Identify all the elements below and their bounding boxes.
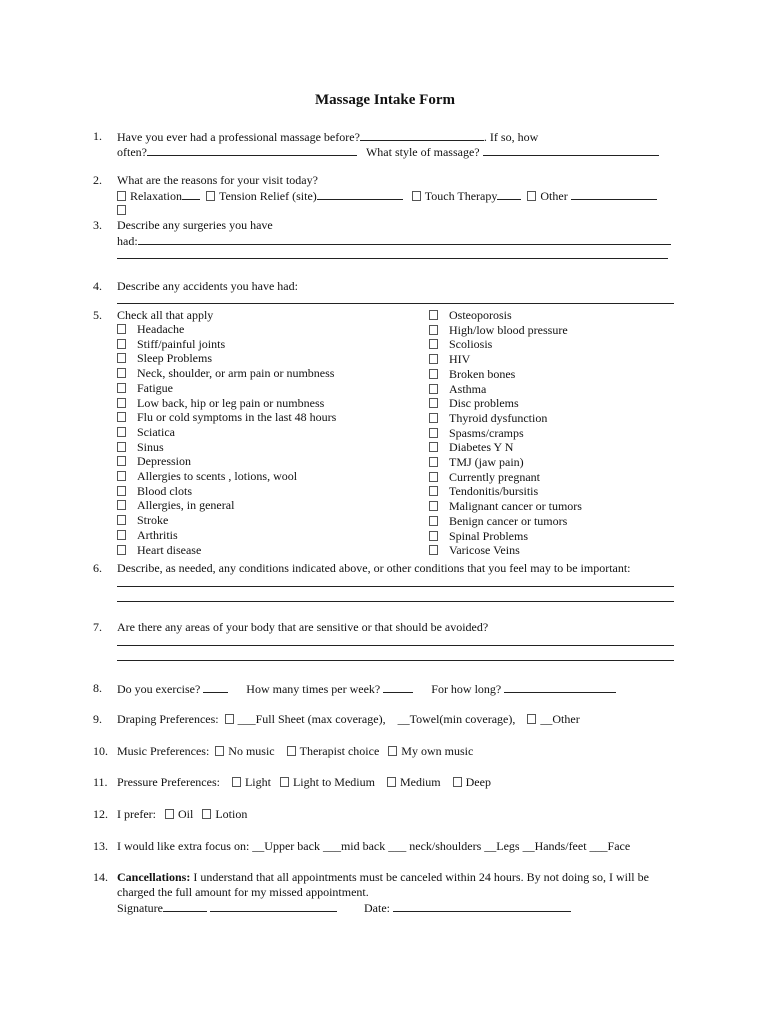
condition-label: Tendonitis/bursitis	[449, 484, 539, 499]
condition-label: Heart disease	[137, 542, 202, 557]
question-10	[117, 744, 674, 759]
deep-checkbox[interactable]	[453, 777, 462, 787]
condition-item[interactable]	[117, 322, 184, 337]
question-number: 5.	[93, 308, 102, 322]
question-12	[117, 807, 674, 822]
condition-checkbox[interactable]	[117, 471, 126, 481]
condition-checkbox[interactable]	[117, 530, 126, 540]
condition-checkbox[interactable]	[117, 442, 126, 452]
draping-other-label: __Other	[540, 712, 580, 726]
pressure-label: Pressure Preferences:	[117, 775, 220, 789]
condition-checkbox[interactable]	[429, 354, 438, 364]
question-13-text: I would like extra focus on: __Upper back ___mid back ___ neck/shoulders __Legs __Hands/feet ___Face	[117, 839, 631, 853]
own-music-label: My own music	[401, 744, 474, 758]
condition-item[interactable]	[429, 455, 524, 470]
condition-checkbox[interactable]	[117, 383, 126, 393]
date-label: Date:	[364, 901, 390, 915]
accidents-line[interactable]	[117, 303, 674, 304]
question-4-text: Describe any accidents you have had:	[117, 279, 298, 293]
condition-item[interactable]	[429, 484, 538, 499]
condition-checkbox[interactable]	[117, 515, 126, 525]
condition-checkbox[interactable]	[117, 427, 126, 437]
medium-checkbox[interactable]	[387, 777, 396, 787]
oil-label: Oil	[177, 807, 194, 821]
deep-label: Deep	[465, 775, 491, 789]
condition-item[interactable]	[429, 426, 524, 441]
relaxation-field[interactable]	[182, 188, 200, 200]
extra-checkbox[interactable]	[117, 205, 126, 215]
draping-other-checkbox[interactable]	[527, 714, 536, 724]
condition-checkbox[interactable]	[429, 442, 438, 452]
condition-item[interactable]	[117, 469, 297, 484]
lotion-label: Lotion	[215, 807, 248, 821]
condition-label: TMJ (jaw pain)	[449, 455, 524, 469]
condition-checkbox[interactable]	[117, 324, 126, 334]
condition-label: Neck, shoulder, or arm pain or numbness	[137, 366, 335, 381]
prefer-label: I prefer:	[117, 807, 156, 821]
how-long-label: For how long?	[431, 682, 502, 696]
conditions-line-1[interactable]	[117, 586, 674, 587]
touch-therapy-label: Touch Therapy	[424, 189, 498, 203]
condition-label: Spinal Problems	[449, 528, 529, 543]
condition-item[interactable]	[429, 411, 547, 426]
condition-label: Spasms/cramps	[449, 425, 524, 440]
question-3-text: Describe any surgeries you have	[117, 218, 273, 232]
times-per-week-label: How many times per week?	[246, 682, 381, 696]
signature-row	[117, 900, 674, 916]
sensitive-areas-line-1[interactable]	[117, 645, 674, 646]
condition-item[interactable]	[429, 352, 470, 367]
condition-label: Stiff/painful joints	[137, 336, 226, 351]
condition-label: Fatigue	[137, 380, 173, 395]
condition-label: Broken bones	[449, 366, 516, 381]
condition-label: Disc problems	[449, 396, 519, 411]
condition-label: Osteoporosis	[449, 308, 512, 322]
cancellations-text: I understand that all appointments must be canceled within 24 hours. By not doing so, I will be	[190, 870, 649, 884]
question-number: 8.	[93, 681, 102, 695]
date-field[interactable]	[393, 900, 571, 912]
question-3-had	[117, 233, 674, 249]
touch-therapy-checkbox[interactable]	[412, 191, 421, 201]
condition-label: Allergies, in general	[137, 498, 235, 513]
condition-checkbox[interactable]	[117, 545, 126, 555]
sensitive-areas-line-2[interactable]	[117, 660, 674, 661]
other-checkbox[interactable]	[527, 191, 536, 201]
question-number: 3.	[93, 218, 102, 232]
full-sheet-label: ___Full Sheet (max coverage),	[237, 712, 386, 726]
medium-label: Medium	[399, 775, 441, 789]
condition-checkbox[interactable]	[117, 353, 126, 363]
oil-checkbox[interactable]	[165, 809, 174, 819]
condition-checkbox[interactable]	[429, 428, 438, 438]
condition-label: Stroke	[137, 513, 169, 528]
condition-checkbox[interactable]	[429, 325, 438, 335]
question-2-extra	[117, 203, 674, 218]
question-1-text-c: often?	[117, 145, 147, 159]
light-to-medium-checkbox[interactable]	[280, 777, 289, 787]
condition-label: Arthritis	[137, 527, 178, 542]
surgeries-line-2[interactable]	[117, 258, 668, 259]
question-9	[117, 712, 674, 727]
question-number: 4.	[93, 279, 102, 293]
massage-before-field[interactable]	[360, 129, 484, 141]
condition-checkbox[interactable]	[117, 398, 126, 408]
signature-label: Signature	[117, 901, 163, 915]
condition-label: Sleep Problems	[137, 351, 212, 366]
condition-checkbox[interactable]	[117, 339, 126, 349]
condition-label: Varicose Veins	[449, 543, 520, 558]
tension-relief-label: Tension Relief (site)	[218, 189, 317, 203]
question-1-line-2	[117, 144, 674, 160]
condition-item[interactable]	[429, 529, 528, 544]
question-5-text: Check all that apply	[117, 308, 214, 322]
tension-site-field[interactable]	[317, 188, 403, 200]
condition-checkbox[interactable]	[117, 456, 126, 466]
condition-checkbox[interactable]	[117, 500, 126, 510]
condition-item[interactable]	[429, 367, 515, 382]
condition-label: Low back, hip or leg pain or numbness	[137, 395, 325, 410]
condition-label: Allergies to scents , lotions, wool	[137, 469, 298, 483]
condition-item[interactable]	[429, 440, 513, 455]
condition-label: HIV	[449, 352, 471, 367]
relaxation-label: Relaxation	[130, 189, 182, 203]
own-music-checkbox[interactable]	[388, 746, 397, 756]
light-label: Light	[244, 775, 271, 789]
condition-item[interactable]	[117, 484, 192, 499]
condition-item[interactable]	[117, 543, 201, 558]
question-number: 14.	[93, 870, 108, 884]
lotion-checkbox[interactable]	[202, 809, 211, 819]
condition-checkbox[interactable]	[117, 368, 126, 378]
question-14	[117, 870, 730, 885]
condition-checkbox[interactable]	[429, 501, 438, 511]
draping-label: Draping Preferences:	[117, 712, 219, 726]
other-reason-field[interactable]	[571, 188, 657, 200]
condition-item[interactable]	[429, 514, 567, 529]
full-sheet-checkbox[interactable]	[225, 714, 234, 724]
had-label: had:	[117, 234, 138, 248]
condition-checkbox[interactable]	[429, 516, 438, 526]
question-1-text: Have you ever had a professional massage before?	[117, 130, 360, 144]
condition-item[interactable]	[117, 454, 191, 469]
signature-field[interactable]	[163, 900, 207, 912]
question-6-text: Describe, as needed, any conditions indicated above, or other conditions that you feel may to be important:	[117, 561, 631, 575]
condition-item[interactable]	[117, 528, 178, 543]
condition-item[interactable]	[117, 337, 225, 352]
massage-style-field[interactable]	[483, 144, 659, 156]
condition-item[interactable]	[117, 513, 168, 528]
condition-label: Thyroid dysfunction	[449, 410, 548, 425]
condition-checkbox[interactable]	[429, 339, 438, 349]
touch-therapy-field[interactable]	[497, 188, 521, 200]
condition-checkbox[interactable]	[429, 369, 438, 379]
question-number: 1.	[93, 129, 102, 143]
condition-item[interactable]	[117, 396, 324, 411]
condition-label: Depression	[137, 454, 191, 469]
condition-label: High/low blood pressure	[449, 322, 568, 337]
question-number: 12.	[93, 807, 108, 821]
how-often-field[interactable]	[147, 144, 357, 156]
condition-label: Blood clots	[137, 483, 193, 498]
therapist-choice-checkbox[interactable]	[287, 746, 296, 756]
condition-label: Sinus	[137, 439, 164, 454]
condition-item[interactable]	[429, 396, 519, 411]
no-music-checkbox[interactable]	[215, 746, 224, 756]
condition-item[interactable]	[429, 499, 582, 514]
condition-item[interactable]	[117, 425, 175, 440]
light-checkbox[interactable]	[232, 777, 241, 787]
condition-checkbox[interactable]	[429, 384, 438, 394]
condition-label: Scoliosis	[449, 337, 493, 352]
condition-checkbox[interactable]	[429, 413, 438, 423]
condition-item[interactable]	[117, 381, 173, 396]
exercise-field[interactable]	[203, 681, 228, 693]
condition-item[interactable]	[117, 366, 334, 381]
condition-label: Headache	[137, 322, 185, 336]
form-title: Massage Intake Form	[315, 92, 455, 108]
condition-checkbox[interactable]	[429, 310, 438, 320]
condition-item[interactable]	[429, 543, 520, 558]
condition-label: Malignant cancer or tumors	[449, 499, 582, 514]
condition-item[interactable]	[429, 382, 486, 397]
cancellations-text-2: charged the full amount for my missed appointment.	[117, 885, 369, 899]
condition-item[interactable]	[429, 323, 568, 338]
other-label: Other	[540, 189, 568, 203]
condition-item[interactable]	[117, 351, 212, 366]
condition-checkbox[interactable]	[429, 531, 438, 541]
therapist-choice-label: Therapist choice	[299, 744, 380, 758]
question-number: 10.	[93, 744, 108, 758]
condition-item[interactable]	[429, 337, 492, 352]
question-1	[117, 129, 674, 145]
question-2-options	[117, 188, 674, 204]
condition-item[interactable]	[429, 470, 540, 485]
exercise-label: Do you exercise?	[117, 682, 201, 696]
condition-label: Benign cancer or tumors	[449, 513, 568, 528]
condition-label: Flu or cold symptoms in the last 48 hours	[137, 410, 337, 425]
condition-checkbox[interactable]	[429, 398, 438, 408]
question-8	[117, 681, 674, 697]
towel-label: __Towel(min coverage),	[397, 712, 516, 726]
condition-checkbox[interactable]	[429, 545, 438, 555]
condition-checkbox[interactable]	[429, 457, 438, 467]
cancellations-heading: Cancellations:	[117, 870, 191, 884]
question-1-text-b: . If so, how	[483, 130, 539, 144]
condition-label: Sciatica	[137, 424, 175, 439]
no-music-label: No music	[228, 744, 275, 758]
question-1-text-d: What style of massage?	[365, 145, 480, 159]
how-long-field[interactable]	[504, 681, 616, 693]
question-number: 6.	[93, 561, 102, 575]
question-number: 11.	[93, 775, 108, 789]
question-2-text: What are the reasons for your visit today?	[117, 173, 318, 187]
condition-label: Diabetes Y N	[449, 440, 514, 455]
question-number: 2.	[93, 173, 102, 187]
times-per-week-field[interactable]	[383, 681, 413, 693]
condition-item[interactable]	[117, 498, 234, 513]
condition-checkbox[interactable]	[117, 486, 126, 496]
condition-item[interactable]	[117, 410, 336, 425]
condition-item[interactable]	[117, 440, 164, 455]
music-label: Music Preferences:	[117, 744, 210, 758]
conditions-line-2[interactable]	[117, 601, 674, 602]
surgeries-field[interactable]	[138, 233, 671, 245]
condition-checkbox[interactable]	[429, 472, 438, 482]
light-to-medium-label: Light to Medium	[292, 775, 375, 789]
condition-checkbox[interactable]	[117, 412, 126, 422]
question-number: 13.	[93, 839, 108, 853]
question-number: 7.	[93, 620, 102, 634]
signature-field-2[interactable]	[210, 900, 337, 912]
question-11	[117, 775, 674, 790]
relaxation-checkbox[interactable]	[117, 191, 126, 201]
question-7-text: Are there any areas of your body that are sensitive or that should be avoided?	[117, 620, 489, 634]
question-number: 9.	[93, 712, 102, 726]
condition-checkbox[interactable]	[429, 486, 438, 496]
condition-item[interactable]	[429, 308, 512, 323]
condition-label: Currently pregnant	[449, 469, 540, 484]
condition-label: Asthma	[449, 381, 487, 396]
tension-relief-checkbox[interactable]	[206, 191, 215, 201]
